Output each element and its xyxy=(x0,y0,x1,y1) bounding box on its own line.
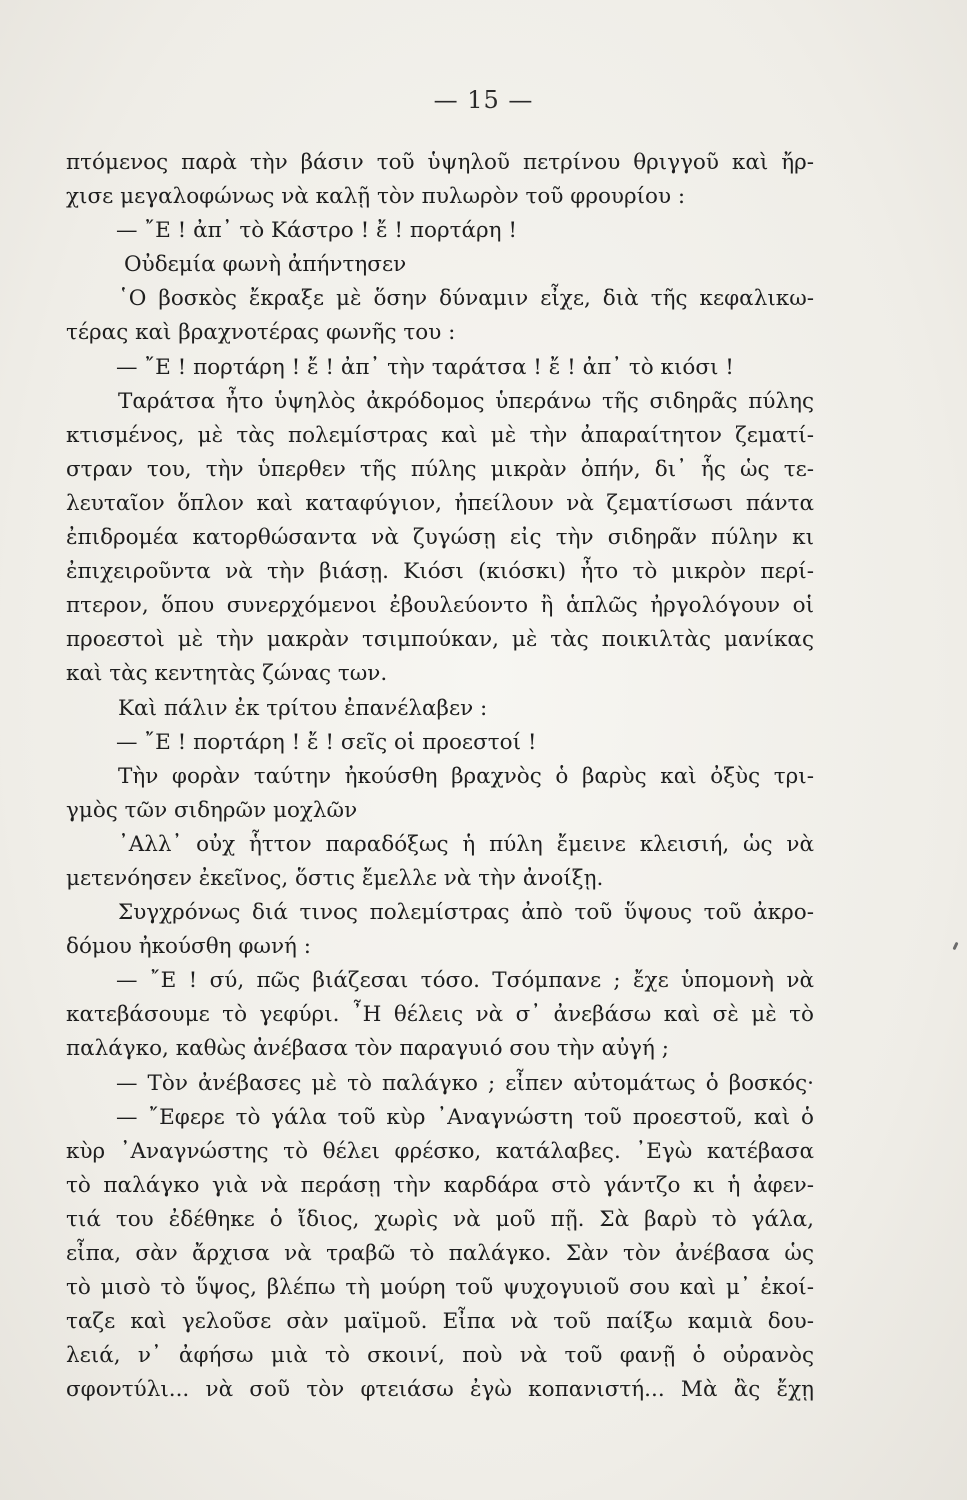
text-line: μετενόησεν ἐκεῖνος, ὅστις ἔμελλε νὰ τὴν ἀνοίξῃ. xyxy=(66,865,604,891)
text-line: Συγχρόνως διά τινος πολεμίστρας ἀπὸ τοῦ ὕψους τοῦ ἀκρο- xyxy=(118,900,814,926)
text-line: κτισμένος, μὲ τὰς πολεμίστρας καὶ μὲ τὴν ἀπαραίτητον ζεματί- xyxy=(66,422,814,448)
text-line: ἐπιδρομέα κατορθώσαντα νὰ ζυγώσῃ εἰς τὴν σιδηρᾶν πύλην κι xyxy=(66,525,814,551)
text-line: — ῎Εφερε τὸ γάλα τοῦ κὺρ ᾽Αναγνώστη τοῦ προεστοῦ, καὶ ὁ xyxy=(116,1104,814,1130)
text-line: δόμου ἠκούσθη φωνή : xyxy=(66,934,311,960)
text-line: λευταῖον ὅπλον καὶ καταφύγιον, ἠπείλουν νὰ ζεματίσωσι πάντα xyxy=(66,490,814,516)
text-line: — Τὸν ἀνέβασες μὲ τὸ παλάγκο ; εἶπεν αὐτομάτως ὁ βοσκός· xyxy=(116,1070,814,1096)
text-line: τιά του ἐδέθηκε ὁ ἴδιος, χωρὶς νὰ μοῦ πῇ. Σὰ βαρὺ τὸ γάλα, xyxy=(66,1206,814,1232)
text-line: κὺρ ᾽Αναγνώστης τὸ θέλει φρέσκο, κατάλαβες. ᾽Εγὼ κατέβασα xyxy=(66,1138,814,1164)
text-line: — ῎Ε ! ἀπ᾽ τὸ Κάστρο ! ἔ ! πορτάρη ! xyxy=(116,218,518,244)
text-line: λειά, ν᾽ ἀφήσω μιὰ τὸ σκοινί, ποὺ νὰ τοῦ φανῇ ὁ οὐρανὸς xyxy=(66,1343,814,1369)
page-number: — 15 — xyxy=(433,86,534,114)
text-line: τέρας καὶ βραχνοτέρας φωνῆς του : xyxy=(66,320,456,346)
text-line: ᾽Αλλ᾽ οὐχ ἧττον παραδόξως ἡ πύλη ἔμεινε κλεισιή, ὡς νὰ xyxy=(118,831,814,857)
text-line: καὶ τὰς κεντητὰς ζώνας των. xyxy=(66,661,388,687)
text-line: ῾Ο βοσκὸς ἔκραξε μὲ ὅσην δύναμιν εἶχε, διὰ τῆς κεφαλικω- xyxy=(118,286,814,312)
text-line: προεστοὶ μὲ τὴν μακρὰν τσιμπούκαν, μὲ τὰς ποικιλτὰς μανίκας xyxy=(66,627,814,653)
text-line: — ῎Ε ! πορτάρη ! ἔ ! σεῖς οἱ προεστοί ! xyxy=(116,729,537,755)
text-line: Τὴν φορὰν ταύτην ἠκούσθη βραχνὸς ὁ βαρὺς καὶ ὀξὺς τρι- xyxy=(118,763,814,789)
text-line: γμὸς τῶν σιδηρῶν μοχλῶν xyxy=(66,797,358,823)
text-line: κατεβάσουμε τὸ γεφύρι. ῏Η θέλεις νὰ σ᾽ ἀνεβάσω καὶ σὲ μὲ τὸ xyxy=(66,1002,814,1028)
text-line: τὸ μισὸ τὸ ὕψος, βλέπω τὴ μούρη τοῦ ψυχογυιοῦ σου καὶ μ᾽ ἐκοί- xyxy=(66,1275,814,1301)
text-line: στραν του, τὴν ὑπερθεν τῆς πύλης μικρὰν ὀπήν, δι᾽ ἧς ὡς τε- xyxy=(66,456,814,482)
text-line: Καὶ πάλιν ἐκ τρίτου ἐπανέλαβεν : xyxy=(118,695,488,721)
text-line: σφοντύλι... νὰ σοῦ τὸν φτειάσω ἐγὼ κοπανιστή... Μὰ ἂς ἔχῃ xyxy=(66,1377,814,1403)
body-text xyxy=(66,146,814,1407)
text-line: ἐπιχειροῦντα νὰ τὴν βιάσῃ. Κιόσι (κιόσκι) ἦτο τὸ μικρὸν περί- xyxy=(66,559,814,585)
text-line: Οὐδεμία φωνὴ ἀπήντησεν xyxy=(124,252,407,278)
text-line: παλάγκο, καθὼς ἀνέβασα τὸν παραγυιό σου τὴν αὐγή ; xyxy=(66,1036,669,1062)
text-line: — ῎Ε ! πορτάρη ! ἔ ! ἀπ᾽ τὴν ταράτσα ! ἔ ! ἀπ᾽ τὸ κιόσι ! xyxy=(116,354,734,380)
text-line: εἶπα, σὰν ἄρχισα νὰ τραβῶ τὸ παλάγκο. Σὰν τὸν ἀνέβασα ὡς xyxy=(66,1241,814,1266)
text-line: ταζε καὶ γελοῦσε σὰν μαϊμοῦ. Εἶπα νὰ τοῦ παίξω καμιὰ δου- xyxy=(66,1309,814,1335)
text-line: Ταράτσα ἦτο ὑψηλὸς ἀκρόδομος ὑπεράνω τῆς σιδηρᾶς πύλης xyxy=(118,388,814,414)
text-line: πτόμενος παρὰ τὴν βάσιν τοῦ ὑψηλοῦ πετρίνου θριγγοῦ καὶ ἤρ- xyxy=(66,150,814,175)
text-line: — ῎Ε ! σύ, πῶς βιάζεσαι τόσο. Τσόμπανε ; ἔχε ὑπομονὴ νὰ xyxy=(116,968,814,994)
text-line: τὸ παλάγκο γιὰ νὰ περάσῃ τὴν καρδάρα στὸ γάντζο κι ἡ ἀφεν- xyxy=(66,1172,814,1198)
text-line: χισε μεγαλοφώνως νὰ καλῇ τὸν πυλωρὸν τοῦ φρουρίου : xyxy=(66,184,686,210)
paper-speck xyxy=(952,942,958,951)
text-line: πτερον, ὅπου συνερχόμενοι ἐβουλεύοντο ἢ ἁπλῶς ἠργολόγουν οἱ xyxy=(66,593,814,619)
